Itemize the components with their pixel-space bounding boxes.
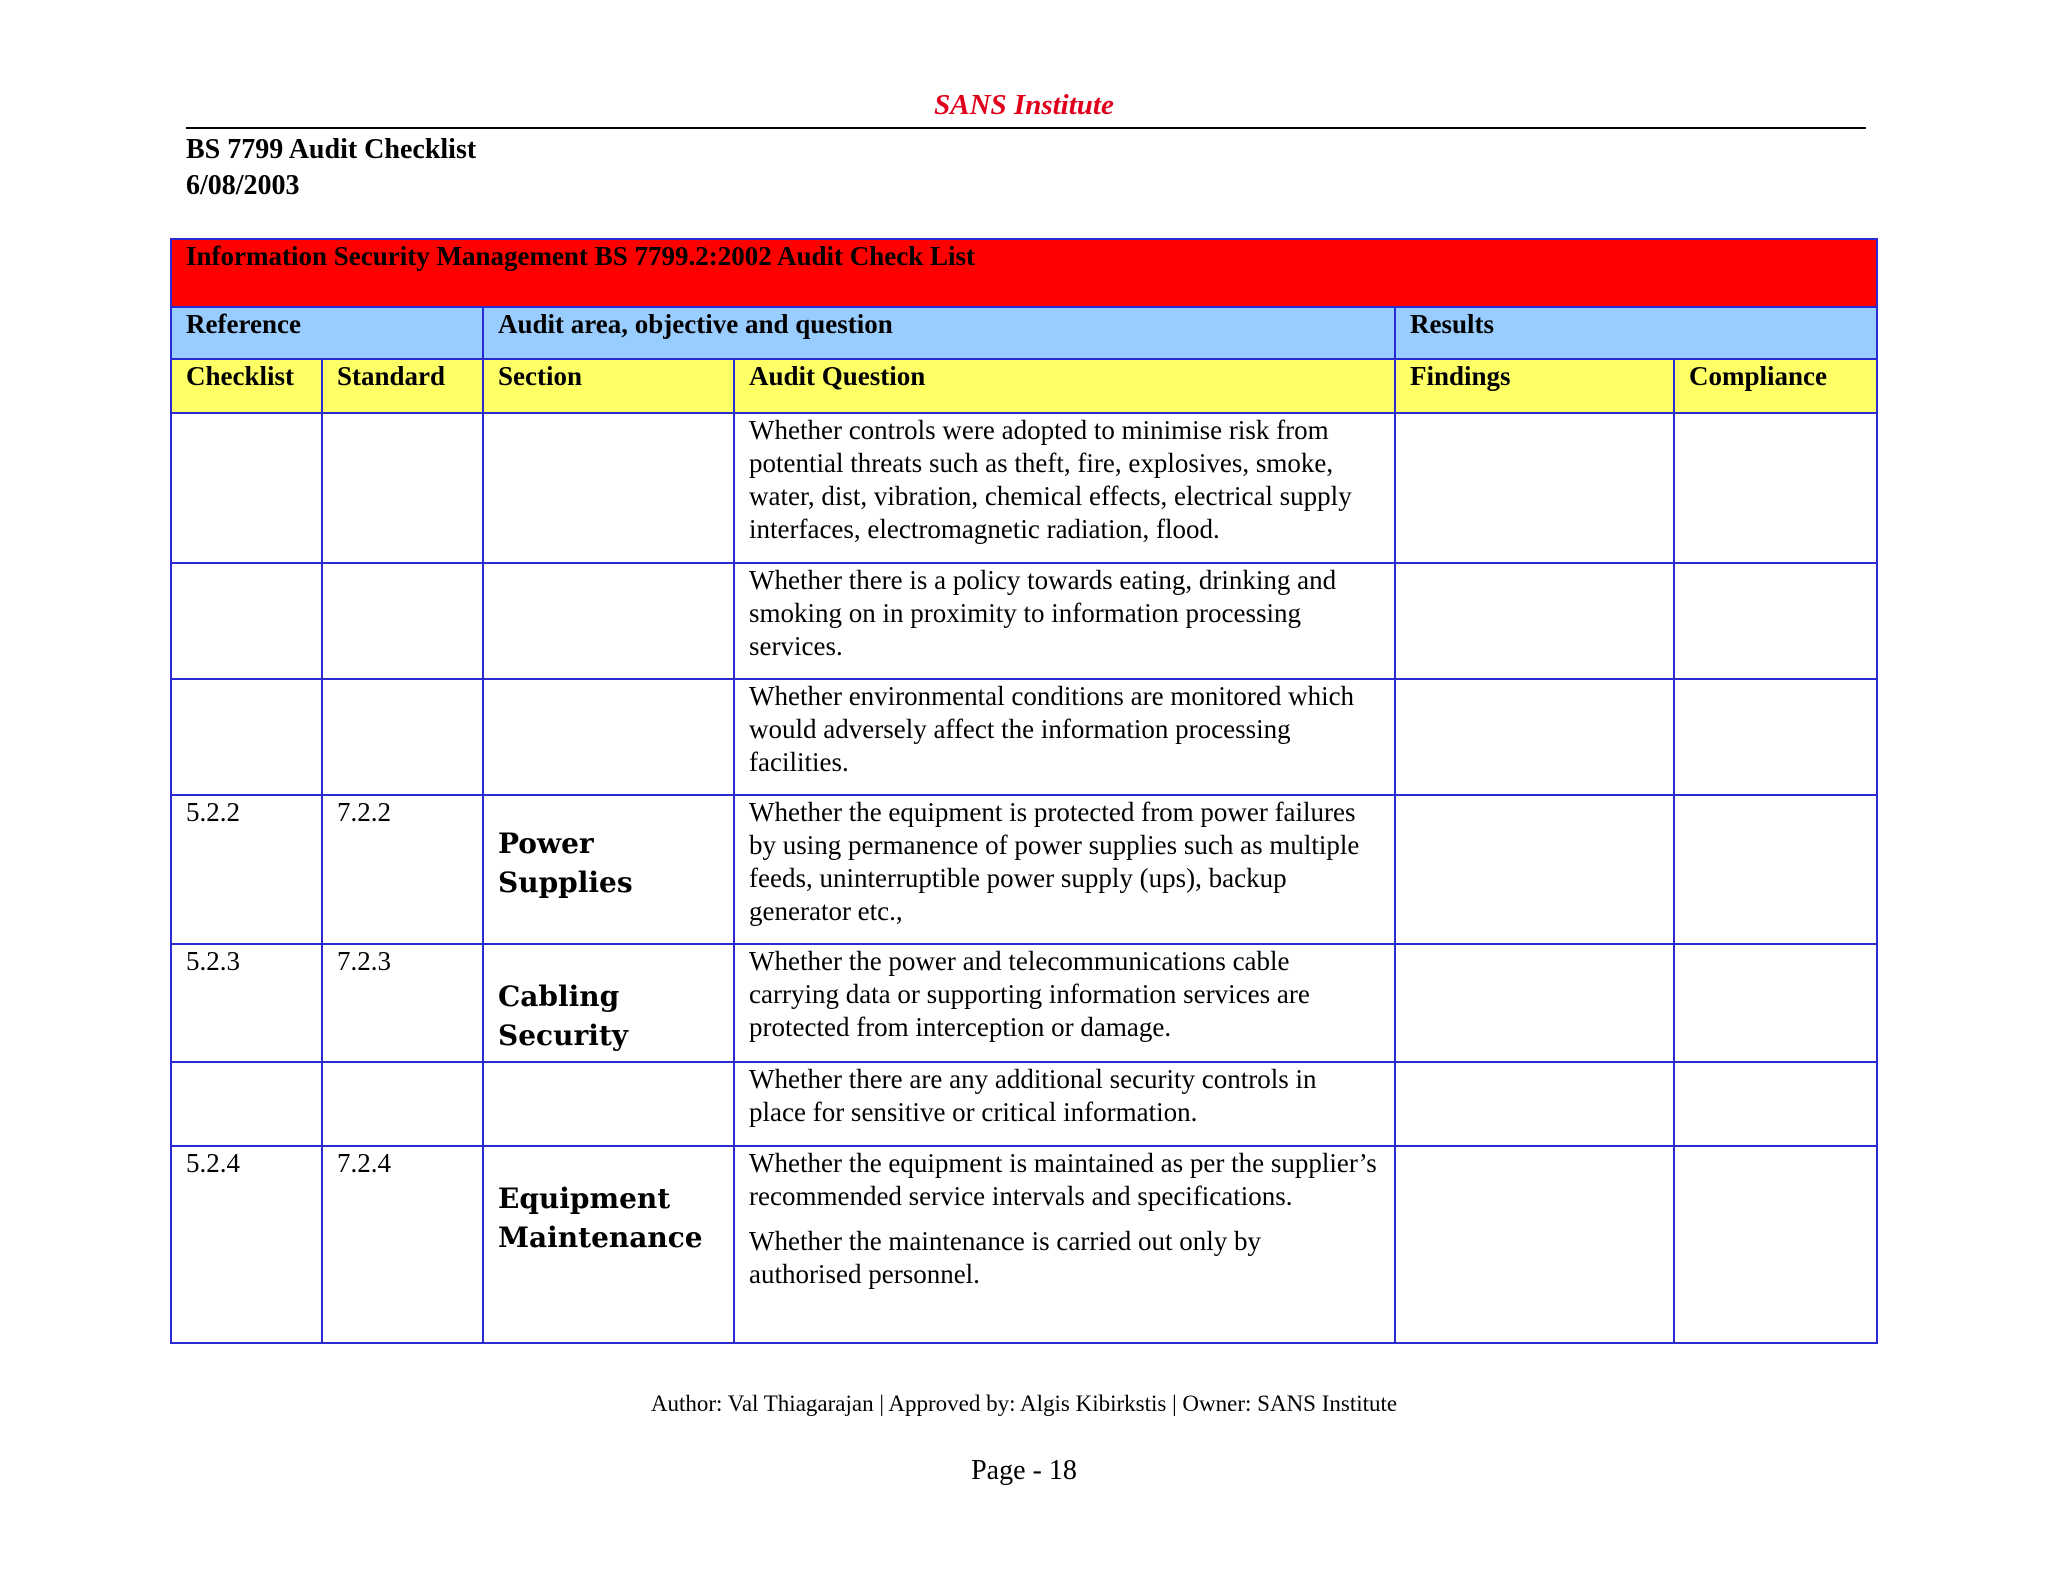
section-cell: [483, 1062, 734, 1146]
column-header-checklist: Checklist: [171, 359, 322, 413]
section-cell: [483, 944, 734, 1062]
audit-question-cell: [734, 1146, 1395, 1343]
standard-cell: 7.2.2: [322, 795, 483, 944]
findings-cell[interactable]: [1395, 944, 1674, 1062]
checklist-cell: [171, 1062, 322, 1146]
compliance-cell[interactable]: [1674, 679, 1877, 795]
table-row: [171, 1062, 1877, 1146]
audit-question-cell: [734, 413, 1395, 563]
section-name: Equipment Maintenance: [498, 1182, 703, 1254]
standard-cell: [322, 1062, 483, 1146]
standard-cell: [322, 563, 483, 679]
findings-cell[interactable]: [1395, 679, 1674, 795]
table-title: Information Security Management BS 7799.2:2002 Audit Check List: [171, 239, 1877, 307]
column-header-audit-question: Audit Question: [734, 359, 1395, 413]
checklist-cell: [171, 679, 322, 795]
table-row: [171, 679, 1877, 795]
audit-question-cell: [734, 1062, 1395, 1146]
footer-author-line: Author: Val Thiagarajan | Approved by: Algis Kibirkstis | Owner: SANS Institute: [650, 1391, 1398, 1416]
audit-question: Whether the equipment is protected from power failures by using permanence of power supplies such as multiple feeds, uninterruptible power supply (ups), backup generator etc.,: [749, 797, 1360, 926]
checklist-cell: [171, 413, 322, 563]
audit-question: Whether the power and telecommunications cable carrying data or supporting information services are protected from interception or damage.: [749, 946, 1310, 1042]
page-number: Page - 18: [971, 1455, 1077, 1486]
document-meta: [186, 132, 476, 204]
standard-cell: 7.2.4: [322, 1146, 483, 1343]
findings-cell[interactable]: [1395, 413, 1674, 563]
column-header-findings: Findings: [1395, 359, 1674, 413]
compliance-cell[interactable]: [1674, 1062, 1877, 1146]
table-row: [171, 795, 1877, 944]
audit-question: Whether the equipment is maintained as per the supplier’s recommended service intervals and specifications.: [749, 1148, 1377, 1211]
compliance-cell[interactable]: [1674, 563, 1877, 679]
audit-checklist-table: [170, 238, 1878, 1344]
findings-cell[interactable]: [1395, 563, 1674, 679]
group-header-audit-area: Audit area, objective and question: [483, 307, 1395, 359]
findings-cell[interactable]: [1395, 1146, 1674, 1343]
findings-cell[interactable]: [1395, 1062, 1674, 1146]
standard-cell: [322, 679, 483, 795]
audit-question: Whether there is a policy towards eating, drinking and smoking on in proximity to information processing services.: [749, 565, 1337, 661]
audit-question: Whether the maintenance is carried out only by authorised personnel.: [749, 1226, 1262, 1289]
compliance-cell[interactable]: [1674, 1146, 1877, 1343]
audit-question: Whether environmental conditions are monitored which would adversely affect the information processing facilities.: [749, 681, 1355, 777]
table-row: [171, 1146, 1877, 1343]
standard-cell: [322, 413, 483, 563]
findings-cell[interactable]: [1395, 795, 1674, 944]
checklist-cell: 5.2.3: [171, 944, 322, 1062]
section-name: Power Supplies: [498, 827, 633, 899]
section-cell: [483, 795, 734, 944]
checklist-cell: 5.2.4: [171, 1146, 322, 1343]
document-title: BS 7799 Audit Checklist: [186, 134, 477, 165]
checklist-cell: 5.2.2: [171, 795, 322, 944]
audit-question-cell: [734, 679, 1395, 795]
compliance-cell[interactable]: [1674, 413, 1877, 563]
column-header-section: Section: [483, 359, 734, 413]
section-cell: [483, 679, 734, 795]
audit-question-cell: [734, 563, 1395, 679]
table-row: [171, 413, 1877, 563]
section-cell: [483, 413, 734, 563]
section-cell: [483, 1146, 734, 1343]
section-cell: [483, 563, 734, 679]
header-rule: [186, 127, 1866, 129]
group-header-results: Results: [1395, 307, 1877, 359]
document-date: 6/08/2003: [186, 170, 300, 201]
table-row: [171, 563, 1877, 679]
table-row: [171, 944, 1877, 1062]
column-header-standard: Standard: [322, 359, 483, 413]
audit-question: Whether there are any additional security controls in place for sensitive or critical information.: [749, 1064, 1317, 1127]
group-header-reference: Reference: [171, 307, 483, 359]
checklist-cell: [171, 563, 322, 679]
column-header-compliance: Compliance: [1674, 359, 1877, 413]
compliance-cell[interactable]: [1674, 944, 1877, 1062]
compliance-cell[interactable]: [1674, 795, 1877, 944]
audit-question: Whether controls were adopted to minimise risk from potential threats such as theft, fire, explosives, smoke, water, dist, vibration, chemical effects, electrical supply interfaces, electromagnetic radiation, flood.: [749, 415, 1352, 544]
organization-title: SANS Institute: [934, 89, 1114, 121]
audit-question-cell: [734, 944, 1395, 1062]
section-name: Cabling Security: [498, 980, 629, 1052]
audit-question-cell: [734, 795, 1395, 944]
standard-cell: 7.2.3: [322, 944, 483, 1062]
